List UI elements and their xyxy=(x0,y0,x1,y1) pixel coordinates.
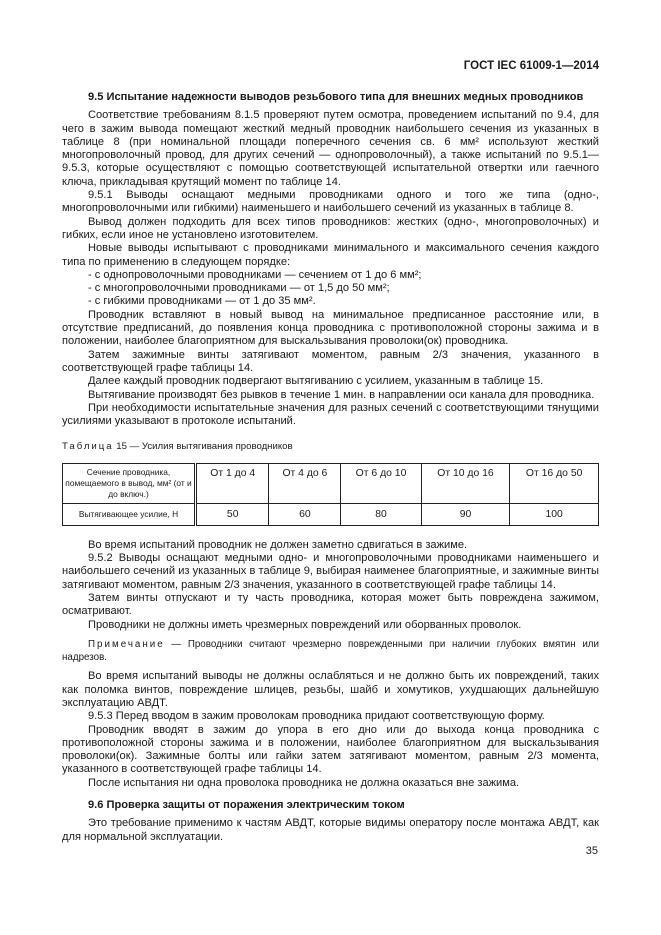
table-header-cell: От 4 до 6 xyxy=(269,463,341,503)
list-item: - с однопроволочными проводниками — сечением от 1 до 6 мм²; xyxy=(88,268,422,281)
note-label: Примечание xyxy=(88,638,165,650)
section-heading: 9.5 Испытание надежности выводов резьбового типа для внешних медных проводников xyxy=(88,91,584,103)
table-header-cell: Сечение проводника, помещаемого в вывод, мм² (от и до включ.) xyxy=(63,463,196,503)
paragraph: 9.5.3 Перед вводом в зажим проволокам проводника придают соответствующую форму. xyxy=(88,710,545,723)
table-cell: 90 xyxy=(421,503,510,525)
table-caption-label: Таблица xyxy=(62,441,114,453)
list-item: - с гибкими проводниками — от 1 до 35 мм². xyxy=(88,295,316,308)
section-heading: 9.6 Проверка защиты от поражения электрическим током xyxy=(88,799,405,812)
paragraph: 9.5.1 Выводы оснащают медными проводниками одного и того же типа (одно-, многопроволочными или гибкими) наименьшего и наибольшего сечений из указанных в таблице 8. xyxy=(62,189,599,215)
table-cell: 60 xyxy=(269,503,341,525)
paragraph: 9.5.2 Выводы оснащают медными одно- и многопроволочными проводниками наименьшего и наибольшего сечений из указанных в таблице 9, выбирая наименее благоприятные, и зажимные винты затягивают моментом, равным 2/3 значения, указанного в соответствующей графе таблицы 14. xyxy=(62,552,599,591)
table-caption xyxy=(62,440,599,453)
paragraph: При необходимости испытательные значения для разных сечений с соответствующими тянущими усилиями указывают в протоколе испытаний. xyxy=(62,401,599,428)
table-row-label: Вытягивающее усилие, Н xyxy=(63,503,196,525)
table-header-cell: От 10 до 16 xyxy=(421,463,510,503)
paragraph: Далее каждый проводник подвергают вытягиванию с усилием, указанным в таблице 15. xyxy=(88,375,544,388)
page-number: 35 xyxy=(585,845,598,857)
paragraph: Новые выводы испытывают с проводниками минимального и максимального сечения каждого типа по применению в следующем порядке: xyxy=(62,242,599,268)
pull-force-table xyxy=(62,463,599,526)
table-header-cell: От 6 до 10 xyxy=(341,463,421,503)
table-cell: 100 xyxy=(510,503,599,525)
table-header-row xyxy=(63,463,599,503)
paragraph: Затем зажимные винты затягивают моментом, равным 2/3 значения, указанного в соответствующей графе таблицы 14. xyxy=(62,348,599,374)
paragraph: Вытягивание производят без рывков в течение 1 мин. в направлении оси канала для проводника. xyxy=(88,388,595,401)
paragraph: Во время испытаний проводник не должен заметно сдвигаться в зажиме. xyxy=(88,538,468,551)
paragraph: Соответствие требованиям 8.1.5 проверяют путем осмотра, проведением испытаний по 9.4, для чего в зажим вывода помещают жесткий медный проводник наибольшего сечения из указанных в таблице 8 (при номинальной площади поперечного сечения св. 6 мм² используют жесткий многопроволочный провод, для других сечений — однопроволочный), а также испытаний по 9.5.1—9.5.3, которые осуществляют с помощью соответствующей испытательной отвертки или гаечного ключа, прикладывая крутящий момент по таблице 14. xyxy=(62,109,599,188)
table-row xyxy=(63,503,599,525)
paragraph: Проводники не должны иметь чрезмерных повреждений или оборванных проволок. xyxy=(88,618,522,631)
paragraph: Затем винты отпускают и ту часть проводника, которая может быть повреждена зажимом, осматривают. xyxy=(62,591,599,618)
paragraph: Проводник вставляют в новый вывод на минимальное предписанное расстояние или, в отсутствие предписаний, до появления конца проводника с противоположной стороны зажима и в положении, наиболее благоприятном для выскальзывания проволоки(ок) проводника. xyxy=(62,308,599,348)
table-cell: 80 xyxy=(341,503,421,525)
note xyxy=(62,638,599,665)
list-item: - с многопроволочными проводниками — от 1,5 до 50 мм²; xyxy=(88,282,390,295)
paragraph: Вывод должен подходить для всех типов проводников: жестких (одно-, многопроволочных) и гибких, если иное не установлено изготовителем. xyxy=(62,215,599,241)
table-header-cell: От 16 до 50 xyxy=(510,463,599,503)
document-header: ГОСТ IEC 61009-1—2014 xyxy=(463,60,599,72)
table-header-cell: От 1 до 4 xyxy=(196,463,269,503)
paragraph: После испытания ни одна проволока проводника не должна оказаться вне зажима. xyxy=(88,776,520,789)
table-caption-text: 15 — Усилия вытягивания проводников xyxy=(116,441,293,453)
paragraph: Во время испытаний выводы не должны ослабляться и не должно быть их повреждений, таких как поломка винтов, повреждение шлицев, резьбы, шайб и хомутиков, ухудшающих дальнейшую эксплуатацию АВДТ. xyxy=(62,670,599,709)
note-text: — Проводники считают чрезмерно поврежденными при наличии глубоких вмятин или надрезов. xyxy=(62,638,599,664)
paragraph: Это требование применимо к частям АВДТ, которые видимы оператору после монтажа АВДТ, как для нормальной эксплуатации. xyxy=(62,817,599,843)
page-content xyxy=(62,91,599,844)
paragraph: Проводник вводят в зажим до упора в его дно или до выхода конца проводника с противоположной стороны зажима и в положении, наиболее благоприятном для выскальзывания проволоки(ок). Зажимные болты или гайки затем затягивают моментом, равным 2/3 момента, указанного в соответствующей графе таблицы 14. xyxy=(62,723,599,776)
table-cell: 50 xyxy=(196,503,269,525)
